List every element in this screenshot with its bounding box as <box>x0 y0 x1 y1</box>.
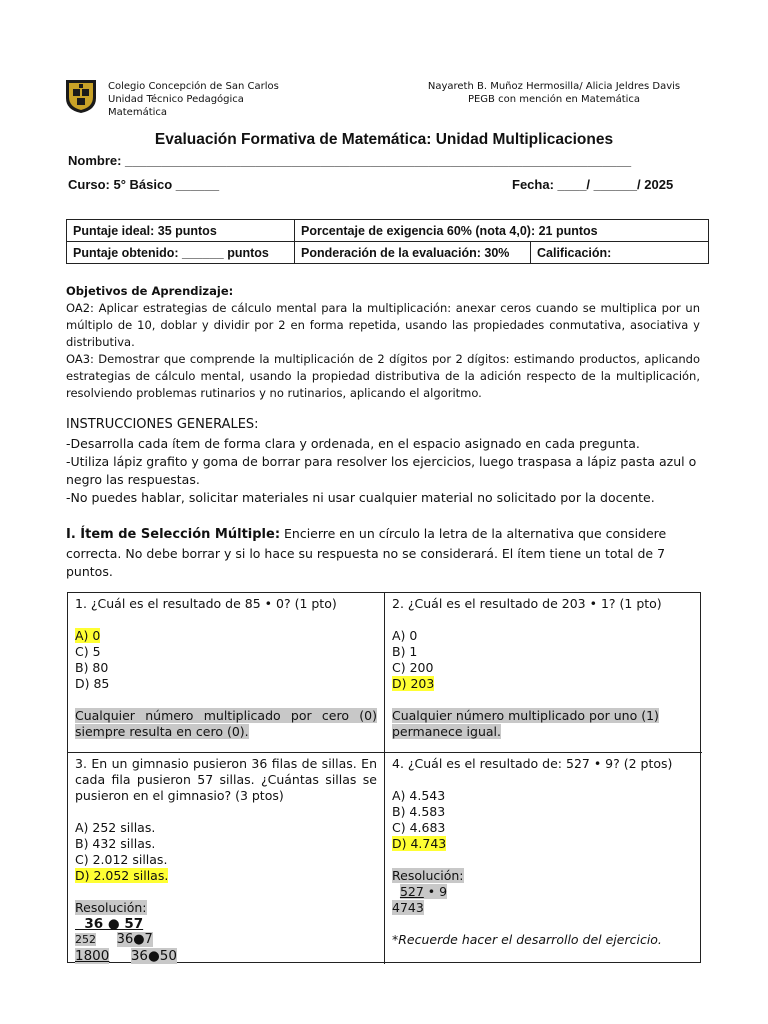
option-2a[interactable]: A) 0 <box>392 628 418 643</box>
option-1a[interactable]: A) 0 <box>75 628 101 643</box>
school-subject: Matemática <box>108 107 168 118</box>
instruction-item: -Utiliza lápiz grafito y goma de borrar para resolver los ejercicios, luego traspasa a lápiz pasta azul o negro las respuestas. <box>66 454 697 487</box>
question-2 <box>385 593 702 753</box>
school-name: Colegio Concepción de San Carlos <box>108 81 279 92</box>
authors-info <box>404 80 704 106</box>
question-3-res-part2-expr: 36●50 <box>130 948 177 964</box>
option-1b[interactable]: B) 80 <box>75 660 109 675</box>
question-4-reminder: *Recuerde hacer el desarrollo del ejercicio. <box>392 932 662 947</box>
author-title: PEGB con mención en Matemática <box>467 94 641 105</box>
question-3-res-line1: 36 ● 57 <box>75 916 144 932</box>
ponderacion-cell: Ponderación de la evaluación: 30% <box>295 242 531 264</box>
puntaje-ideal-cell: Puntaje ideal: 35 puntos <box>67 220 295 242</box>
section-1-heading: I. Ítem de Selección Múltiple: <box>66 527 281 542</box>
section-1-intro <box>66 525 702 582</box>
puntaje-obtenido-cell[interactable]: Puntaje obtenido: ______ puntos <box>67 242 295 264</box>
section-1-text: Encierre en un círculo la letra de la alternativa que considere correcta. No debe borrar y si lo hace su respuesta no se considerará. El ítem tiene un total de 7 puntos. <box>66 526 667 579</box>
option-2c[interactable]: C) 200 <box>392 660 434 675</box>
question-3-res-part2: 1800 <box>75 948 110 964</box>
questions-grid <box>67 592 701 963</box>
question-3-prompt: 3. En un gimnasio pusieron 36 filas de sillas. En cada fila pusieron 57 sillas. ¿Cuántas sillas se pusieron en el gimnasio? (3 ptos) <box>75 756 377 803</box>
objectives-section <box>66 283 700 402</box>
curso-field[interactable]: Curso: 5° Básico ______ <box>68 177 220 192</box>
school-unit: Unidad Técnico Pedagógica <box>108 94 244 105</box>
option-4c[interactable]: C) 4.683 <box>392 820 446 835</box>
question-1-note: Cualquier número multiplicado por cero (0) siempre resulta en cero (0). <box>75 708 377 739</box>
question-3-res-title: Resolución: <box>75 900 147 915</box>
document-header <box>64 78 704 122</box>
school-crest-icon <box>64 78 98 114</box>
objective-oa3: OA3: Demostrar que comprende la multiplicación de 2 dígitos por 2 dígitos: estimando productos, aplicando estrategias de cálculo mental, usando la propiedad distributiva de la adición respecto de la multiplicación, resolviendo problemas rutinarios y no rutinarios, aplicando el algoritmo. <box>66 352 700 400</box>
objectives-title: Objetivos de Aprendizaje: <box>66 284 234 298</box>
option-1c[interactable]: C) 5 <box>75 644 101 659</box>
fecha-field[interactable]: Fecha: ____/ ______/ 2025 <box>512 177 674 192</box>
question-4 <box>385 753 702 964</box>
question-4-prompt: 4. ¿Cuál es el resultado de: 527 • 9? (2 ptos) <box>392 756 673 771</box>
question-1-prompt: 1. ¿Cuál es el resultado de 85 • 0? (1 pto) <box>75 596 337 611</box>
nombre-field[interactable]: Nombre: ______________________________________________________________________ <box>68 153 632 168</box>
question-3 <box>68 753 385 964</box>
option-1d[interactable]: D) 85 <box>75 676 110 691</box>
option-4a[interactable]: A) 4.543 <box>392 788 446 803</box>
objective-oa2: OA2: Aplicar estrategias de cálculo mental para la multiplicación: anexar ceros cuando se multiplica por un múltiplo de 10, doblar y dividir por 2 en forma repetida, usando las propiedades conmutativa, asociativa y distributiva. <box>66 301 700 349</box>
option-4d[interactable]: D) 4.743 <box>392 836 447 851</box>
option-3c[interactable]: C) 2.012 sillas. <box>75 852 168 867</box>
page-title: Evaluación Formativa de Matemática: Unidad Multiplicaciones <box>154 131 614 148</box>
question-4-res-title: Resolución: <box>392 868 464 883</box>
option-2d[interactable]: D) 203 <box>392 676 435 691</box>
school-info <box>108 80 279 119</box>
question-3-res-part1-expr: 36●7 <box>116 932 153 947</box>
question-4-res-result: 4743 <box>392 900 424 915</box>
score-table <box>66 219 709 264</box>
option-3b[interactable]: B) 432 sillas. <box>75 836 156 851</box>
option-3d[interactable]: D) 2.052 sillas. <box>75 868 169 883</box>
calificacion-cell[interactable]: Calificación: <box>531 242 709 264</box>
option-2b[interactable]: B) 1 <box>392 644 418 659</box>
question-2-note: Cualquier número multiplicado por uno (1) permanece igual. <box>392 708 659 739</box>
question-4-res-multiplier: • 9 <box>423 884 448 899</box>
instruction-item: -Desarrolla cada ítem de forma clara y ordenada, en el espacio asignado en cada pregunta. <box>66 436 640 451</box>
porcentaje-cell: Porcentaje de exigencia 60% (nota 4,0): 21 puntos <box>295 220 709 242</box>
option-4b[interactable]: B) 4.583 <box>392 804 446 819</box>
question-3-res-part1: 252 <box>75 933 96 946</box>
question-4-res-factor: 527 <box>399 884 424 899</box>
instructions-title: INSTRUCCIONES GENERALES: <box>66 417 259 432</box>
author-names: Nayareth B. Muñoz Hermosilla/ Alicia Jeldres Davis <box>427 81 681 92</box>
question-2-prompt: 2. ¿Cuál es el resultado de 203 • 1? (1 pto) <box>392 596 662 611</box>
option-3a[interactable]: A) 252 sillas. <box>75 820 156 835</box>
instruction-item: -No puedes hablar, solicitar materiales ni usar cualquier material no solicitado por la docente. <box>66 490 655 505</box>
instructions-section <box>66 416 702 507</box>
question-1 <box>68 593 385 753</box>
